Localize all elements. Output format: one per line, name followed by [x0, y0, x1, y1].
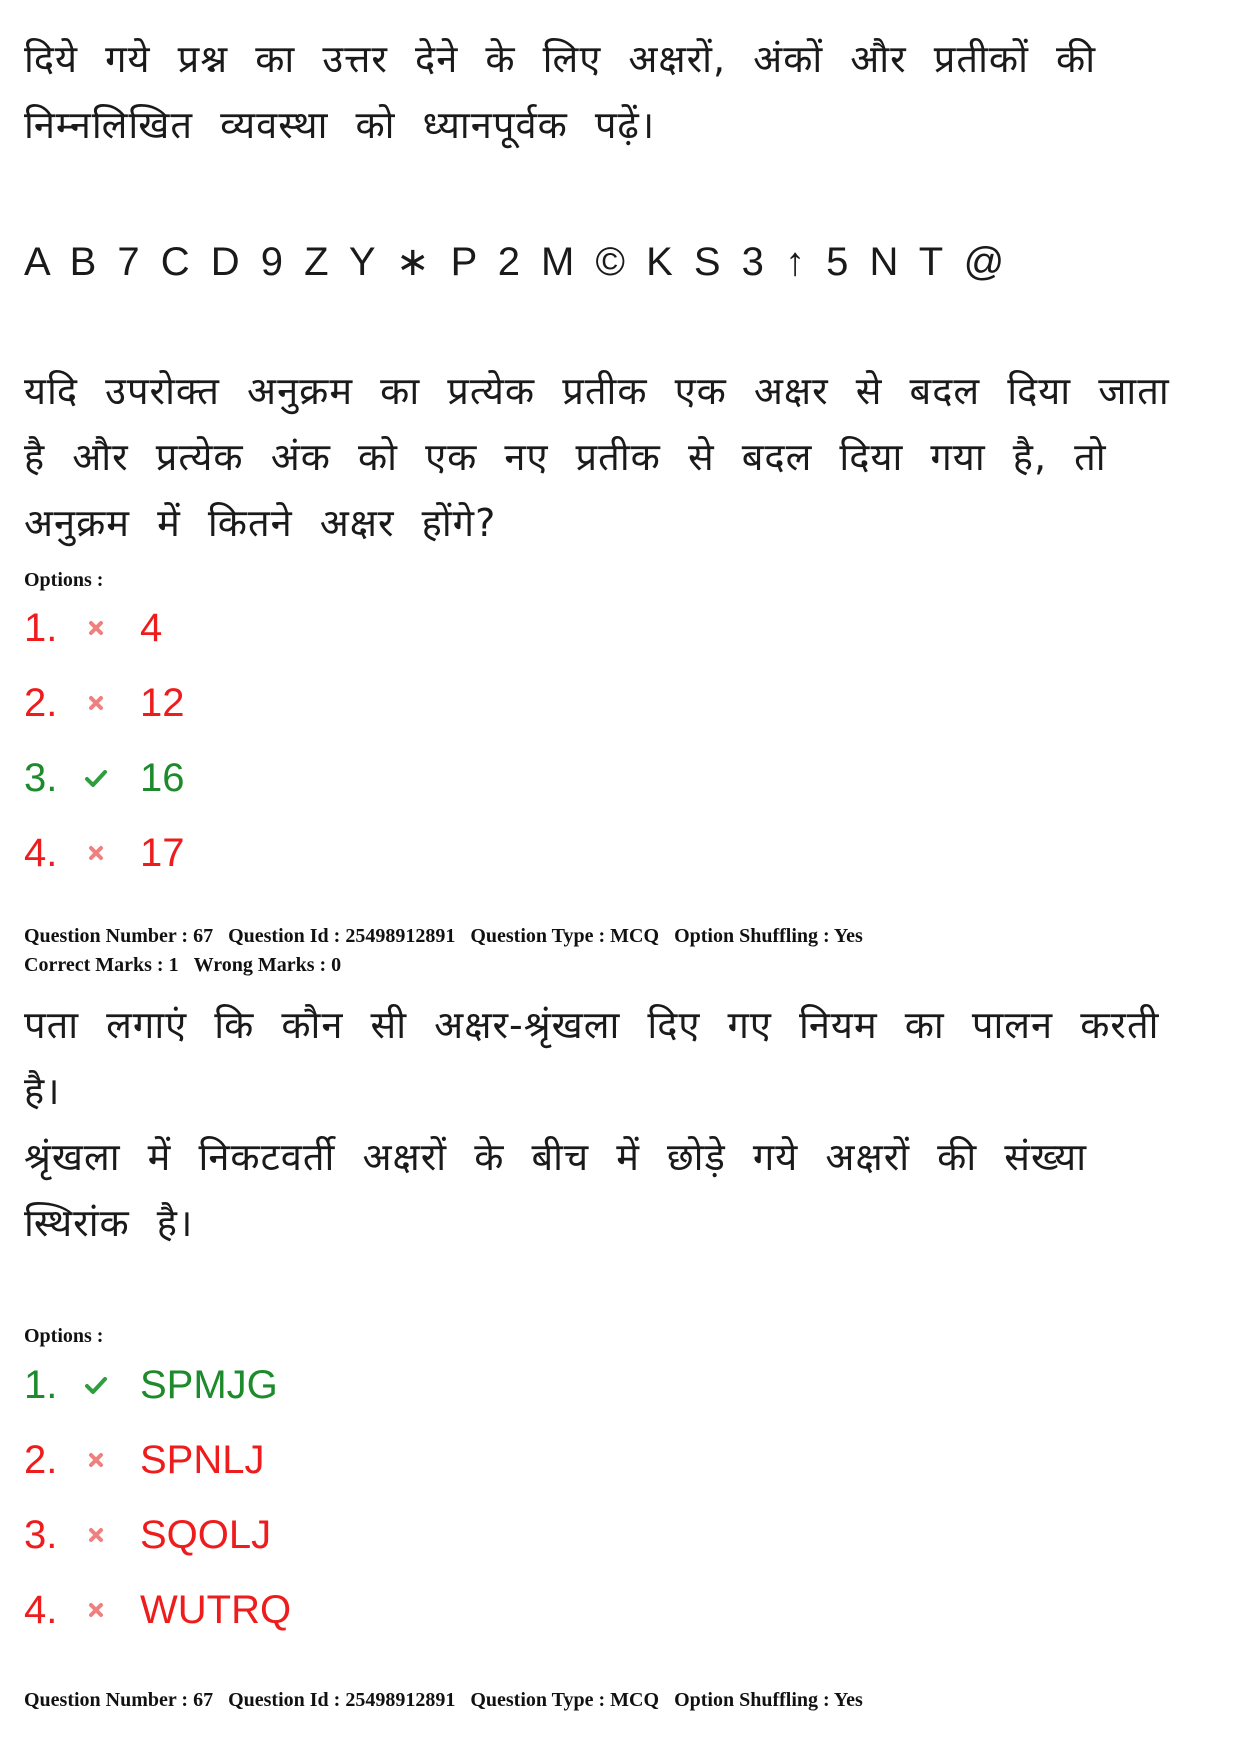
cross-icon — [76, 695, 116, 711]
question-number: Question Number : 67 — [24, 1689, 214, 1711]
cross-icon — [76, 1452, 116, 1468]
cross-icon — [76, 620, 116, 636]
option-text: SPNLJ — [140, 1437, 265, 1482]
option-number: 1. — [24, 1362, 58, 1407]
option-1[interactable] — [24, 598, 162, 658]
question-number: Question Number : 67 — [24, 925, 214, 947]
option-4[interactable] — [24, 1580, 291, 1640]
option-number: 1. — [24, 605, 58, 650]
options-label: Options : — [24, 569, 104, 591]
option-2[interactable] — [24, 673, 185, 733]
option-text: 12 — [140, 680, 185, 725]
option-2[interactable] — [24, 1430, 265, 1490]
symbol-sequence: A B 7 C D 9 Z Y ∗ P 2 M © K S 3 ↑ 5 N T @ — [24, 240, 1006, 284]
option-number: 2. — [24, 1437, 58, 1482]
question-type: Question Type : MCQ — [470, 925, 660, 947]
options-label: Options : — [24, 1325, 104, 1347]
question-instruction: दिये गये प्रश्न का उत्तर देने के लिए अक्षरों, अंकों और प्रतीकों की निम्नलिखित व्यवस्था को ध्यानपूर्वक पढ़ें। — [24, 37, 1097, 147]
correct-marks: Correct Marks : 1 — [24, 954, 179, 976]
cross-icon — [76, 1527, 116, 1543]
option-number: 3. — [24, 755, 58, 800]
option-shuffling: Option Shuffling : Yes — [674, 1689, 863, 1711]
option-4[interactable] — [24, 823, 185, 883]
option-number: 4. — [24, 830, 58, 875]
marks-meta — [24, 951, 341, 980]
check-icon — [76, 1375, 116, 1395]
option-text: 4 — [140, 605, 163, 650]
option-number: 4. — [24, 1587, 58, 1632]
option-1[interactable] — [24, 1355, 278, 1415]
option-shuffling: Option Shuffling : Yes — [674, 925, 863, 947]
option-number: 2. — [24, 680, 58, 725]
option-text: 17 — [140, 830, 185, 875]
check-icon — [76, 768, 116, 788]
option-text: WUTRQ — [140, 1587, 292, 1632]
option-text: 16 — [140, 755, 185, 800]
option-3[interactable] — [24, 748, 185, 808]
wrong-marks: Wrong Marks : 0 — [193, 954, 342, 976]
cross-icon — [76, 845, 116, 861]
question-id: Question Id : 25498912891 — [228, 925, 456, 947]
footer-question-meta — [24, 1686, 863, 1715]
question-type: Question Type : MCQ — [470, 1689, 660, 1711]
question-meta — [24, 922, 863, 951]
question-text: पता लगाएं कि कौन सी अक्षर-श्रृंखला दिए गए नियम का पालन करती है। — [24, 1003, 1160, 1113]
question-id: Question Id : 25498912891 — [228, 1689, 456, 1711]
cross-icon — [76, 1602, 116, 1618]
option-text: SPMJG — [140, 1362, 278, 1407]
question-rule: श्रृंखला में निकटवर्ती अक्षरों के बीच में छोड़े गये अक्षरों की संख्या स्थिरांक है। — [24, 1135, 1088, 1245]
option-3[interactable] — [24, 1505, 271, 1565]
question-text: यदि उपरोक्त अनुक्रम का प्रत्येक प्रतीक एक अक्षर से बदल दिया जाता है और प्रत्येक अंक को एक नए प्रतीक से बदल दिया गया है, तो अनुक्रम में कितने अक्षर होंगे? — [24, 369, 1170, 545]
option-text: SQOLJ — [140, 1512, 272, 1557]
option-number: 3. — [24, 1512, 58, 1557]
